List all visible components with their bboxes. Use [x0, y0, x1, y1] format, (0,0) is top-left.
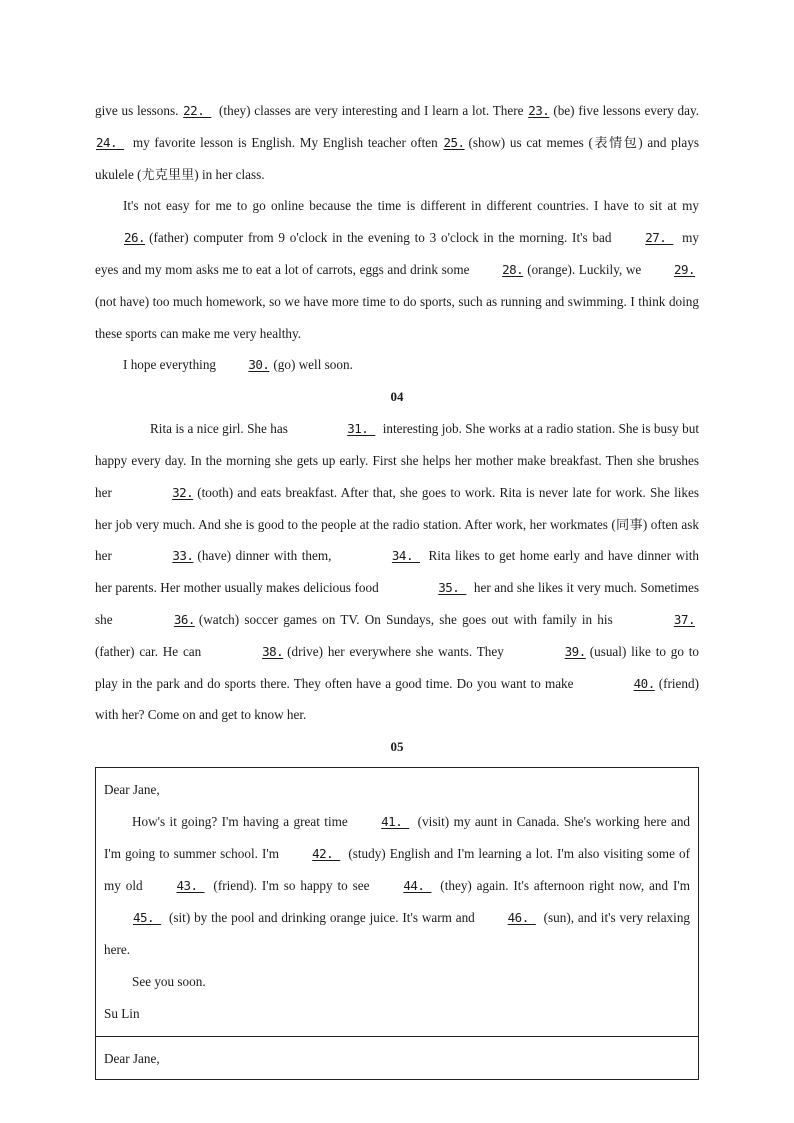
text: (father) computer from 9 o'clock in the evening to 3 o'clock in the morning. It's bad — [149, 230, 612, 246]
text: (orange). Luckily, we — [527, 261, 642, 277]
blank-30[interactable]: 30. — [248, 357, 270, 373]
text: Rita is a nice girl. She has — [150, 421, 288, 437]
letter-signature: Su Lin — [104, 1006, 140, 1022]
text: (have) dinner with them, — [197, 548, 332, 564]
blank-36[interactable]: 36. — [173, 611, 195, 627]
blank-24[interactable]: 24. — [96, 134, 125, 150]
text: (father) car. He can — [95, 643, 202, 659]
blank-38[interactable]: 38. — [262, 643, 284, 659]
blank-34[interactable]: 34. — [391, 548, 421, 564]
text: (watch) soccer games on TV. On Sundays, she goes out with family in his — [198, 611, 613, 627]
text: (visit) my aunt in Canada. She's working here and I'm going to summer school. I'm — [104, 814, 691, 862]
blank-46[interactable]: 46. — [507, 910, 536, 926]
reply-greeting: Dear Jane, — [104, 1051, 160, 1067]
blank-35[interactable]: 35. — [438, 580, 467, 596]
text: (tooth) and eats breakfast. After that, she goes to work. Rita is never late for work. She likes her job very much. And she is good to the people at the radio station. After work, her workmates (同事) often ask her — [95, 484, 699, 564]
blank-31[interactable]: 31. — [347, 421, 376, 437]
letter-closing: See you soon. — [132, 974, 206, 990]
text: (be) five lessons every day. — [553, 103, 700, 118]
blank-28[interactable]: 28. — [502, 261, 524, 277]
passage3-paragraph-1 — [95, 95, 699, 190]
text: (they) classes are very interesting and I learn a lot. There — [215, 103, 524, 118]
text: (show) us cat memes (表情包) and plays ukulele (尤克里里) in her class. — [95, 134, 699, 182]
blank-29[interactable]: 29. — [673, 261, 696, 277]
text: (usual) like to go to play in the park and do sports there. They often have a good time. Do you want to make — [95, 643, 699, 691]
blank-42[interactable]: 42. — [312, 846, 341, 862]
text: I hope everything — [123, 357, 217, 373]
blank-43[interactable]: 43. — [176, 878, 205, 894]
passage3-paragraph-2 — [95, 190, 699, 349]
text: her and she likes it very much. Sometimes she — [95, 580, 699, 627]
blank-32[interactable]: 32. — [172, 484, 194, 500]
text: (study) English and I'm learning a lot. I'm also visiting some of my old — [104, 846, 690, 894]
text: It's not easy for me to go online because the time is different in different countries. I have to sit at my — [123, 198, 699, 214]
blank-37[interactable]: 37. — [673, 611, 695, 627]
text: interesting job. She works at a radio station. She is busy but happy every day. In the morning she gets up early. First she helps her mother make breakfast. Then she brushes her — [95, 421, 700, 500]
text: (friend). I'm so happy to see — [208, 878, 370, 894]
text: (drive) her everywhere she wants. They — [287, 643, 504, 659]
text: (sun), and it's very relaxing here. — [104, 910, 691, 958]
text: (they) again. It's afternoon right now, and I'm — [435, 878, 690, 894]
section04-paragraph — [95, 413, 699, 731]
blank-44[interactable]: 44. — [403, 878, 432, 894]
text: How's it going? I'm having a great time — [132, 814, 348, 830]
text: (not have) too much homework, so we have more time to do sports, such as running and swimming. I think doing these sports can make me very healthy. — [95, 293, 699, 341]
reply-cell[interactable] — [96, 1036, 698, 1079]
text: (go) well soon. — [273, 357, 353, 373]
blank-39[interactable]: 39. — [564, 643, 586, 659]
blank-25[interactable]: 25. — [443, 134, 465, 150]
blank-27[interactable]: 27. — [645, 230, 674, 246]
letter-table — [95, 767, 699, 1080]
section-number-04: 04 — [390, 389, 404, 405]
text: Rita likes to get home early and have dinner with her parents. Her mother usually makes delicious food — [95, 548, 699, 596]
letter-body — [104, 806, 690, 966]
blank-23[interactable]: 23. — [528, 103, 550, 118]
blank-22[interactable]: 22. — [183, 103, 212, 118]
text: (friend) with her? Come on and get to know her. — [95, 675, 699, 723]
blank-33[interactable]: 33. — [172, 548, 194, 564]
blank-26[interactable]: 26. — [124, 230, 146, 246]
letter-cell — [96, 768, 698, 1036]
letter-greeting: Dear Jane, — [104, 782, 160, 798]
blank-40[interactable]: 40. — [633, 675, 655, 691]
text: (sit) by the pool and drinking orange juice. It's warm and — [165, 910, 475, 926]
passage3-paragraph-3 — [95, 349, 699, 381]
blank-41[interactable]: 41. — [381, 814, 410, 830]
text: my favorite lesson is English. My English teacher often — [128, 134, 438, 150]
text: my eyes and my mom asks me to eat a lot of carrots, eggs and drink some — [95, 230, 699, 277]
document-body — [95, 95, 699, 1080]
blank-45[interactable]: 45. — [133, 910, 162, 926]
text: give us lessons. — [95, 103, 179, 118]
section-number-05: 05 — [390, 739, 404, 755]
